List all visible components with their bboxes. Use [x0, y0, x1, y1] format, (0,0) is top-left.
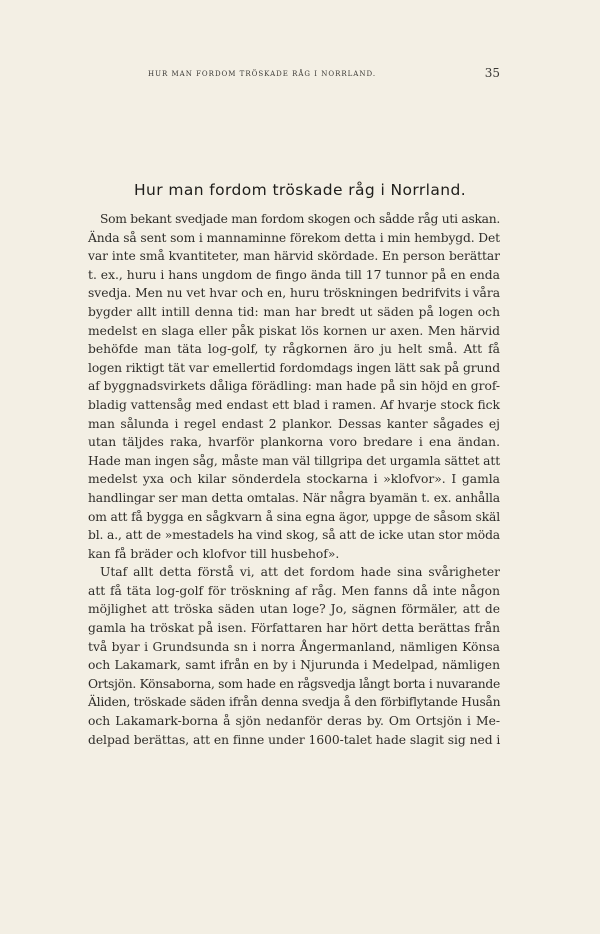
- text-line: medelst en slaga eller påk piskat lös kornen ur axen. Men härvid: [88, 323, 500, 338]
- text-line: om att få bygga en sågkvarn å sina egna ägor, uppge de såsom skäl: [88, 509, 500, 524]
- text-line: man sålunda i regel endast 2 plankor. Dessas kanter sågades ej: [88, 416, 500, 431]
- text-line: delpad berättas, att en finne under 1600-talet hade slagit sig ned i: [88, 732, 501, 747]
- page-number: 35: [484, 66, 500, 80]
- text-line: gamla ha tröskat på isen. Författaren har hört detta berättas från: [88, 621, 500, 636]
- text-line: medelst yxa och kilar sönderdela stockarna i »klofvor». I gamla: [88, 472, 500, 487]
- text-line: Som bekant svedjade man fordom skogen och sådde råg uti askan.: [100, 212, 500, 226]
- text-line: var inte små kvantiteter, man härvid skördade. En person berättar: [88, 249, 500, 264]
- text-line: logen riktigt tät var emellertid fordomdags ingen lätt sak på grund: [88, 360, 500, 375]
- text-line: möjlighet att tröska säden utan loge? Jo, sägnen förmäler, att de: [88, 602, 500, 617]
- text-line: bladig vattensåg med endast ett blad i ramen. Af hvarje stock fick: [88, 397, 500, 412]
- text-line: och Lakamark-borna å sjön nedanför deras by. Om Ortsjön i Me-: [88, 714, 500, 729]
- text-line: Ända så sent som i mannaminne förekom detta i min hembygd. Det: [88, 230, 500, 245]
- text-line: utan täljdes raka, hvarför plankorna voro bredare i ena ändan.: [88, 435, 500, 450]
- text-line: bl. a., att de »mestadels ha vind skog, så att de icke utan stor möda: [88, 528, 500, 543]
- text-line: och Lakamark, samt ifrån en by i Njurunda i Medelpad, nämligen: [88, 658, 500, 673]
- text-line: kan få bräder och klofvor till husbehof».: [88, 546, 340, 561]
- text-line: Äliden, tröskade säden ifrån denna svedja å den förbiflytande Husån: [88, 695, 501, 710]
- article-title: Hur man fordom tröskade råg i Norrland.: [133, 181, 467, 199]
- running-head: HUR MAN FORDOM TRÖSKADE RÅG I NORRLAND.: [148, 70, 377, 78]
- text-line: Utaf allt detta förstå vi, att det fordom hade sina svårigheter: [100, 565, 500, 580]
- text-line: handlingar ser man detta omtalas. När några byamän t. ex. anhålla: [88, 490, 500, 505]
- article-body: [88, 210, 500, 749]
- text-line: af byggnadsvirkets dåliga förädling: man hade på sin höjd en grof-: [88, 379, 500, 394]
- text-line: att få täta log-golf för tröskning af råg. Men fanns då inte någon: [88, 583, 500, 598]
- text-line: t. ex., huru i hans ungdom de fingo ända till 17 tunnor på en enda: [88, 267, 500, 282]
- text-line: Ortsjön. Könsaborna, som hade en rågsvedja långt borta i nuvarande: [88, 676, 500, 691]
- text-line: bygder allt intill denna tid: man har bredt ut säden på logen och: [88, 304, 500, 319]
- text-line: två byar i Grundsunda sn i norra Ångermanland, nämligen Könsa: [88, 639, 500, 654]
- text-line: behöfde man täta log-golf, ty rågkornen äro ju helt små. Att få: [88, 342, 500, 357]
- text-line: Hade man ingen såg, måste man väl tillgripa det urgamla sättet att: [88, 453, 500, 468]
- text-line: svedja. Men nu vet hvar och en, huru tröskningen bedrifvits i våra: [88, 286, 500, 301]
